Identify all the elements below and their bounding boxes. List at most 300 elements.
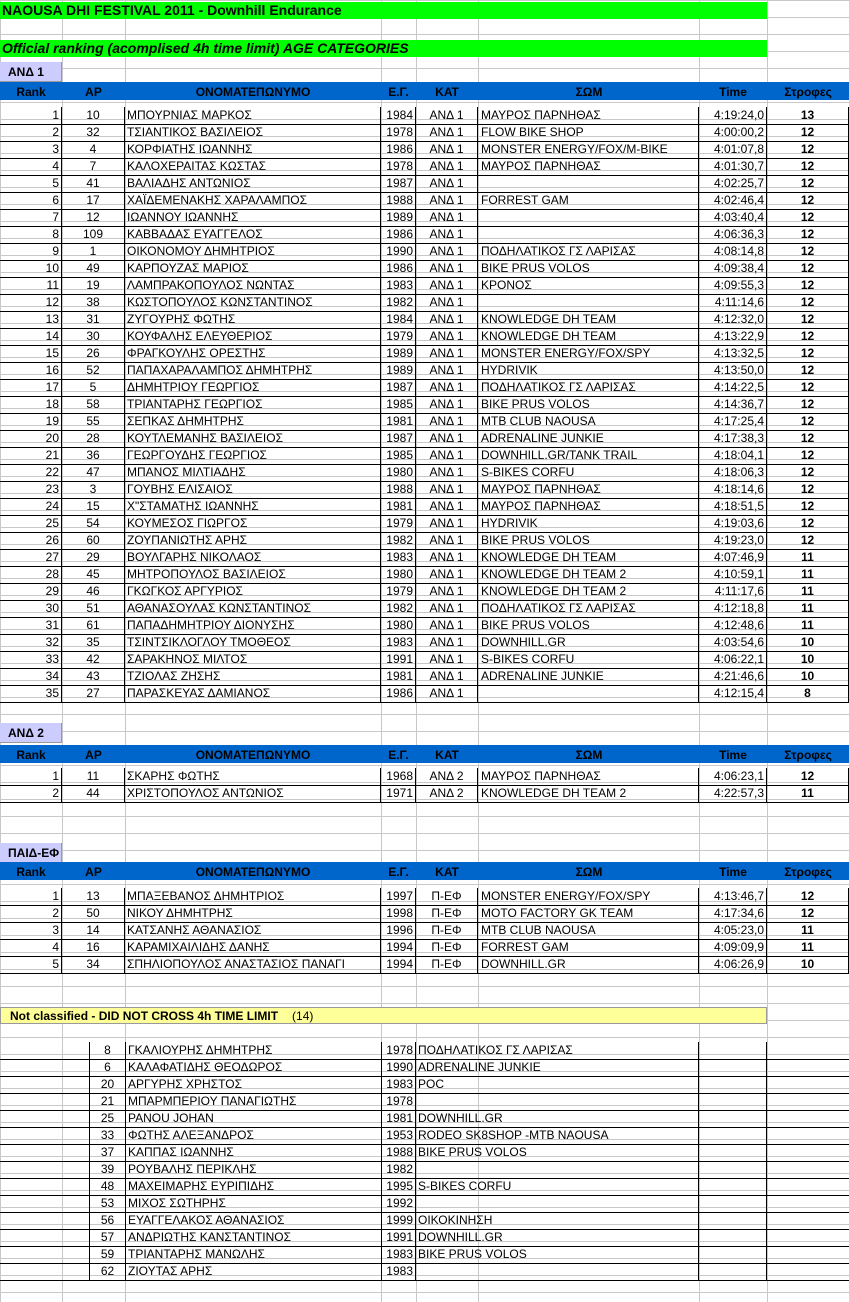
cell-yr: 1986 <box>381 141 416 158</box>
cell-time: 4:11:17,6 <box>699 583 767 600</box>
cell-time: 4:19:24,0 <box>699 107 767 124</box>
cell-cat: ΑΝΔ 1 <box>416 192 478 209</box>
table-row <box>0 905 849 923</box>
cell-ap: 56 <box>90 1212 126 1229</box>
cell-team: MTB CLUB NAOUSA <box>478 922 699 939</box>
cell-name: ΜΠΑΞΕΒΑΝΟΣ ΔΗΜΗΤΡΙΟΣ <box>125 888 381 905</box>
table-row <box>0 1195 849 1213</box>
cell-rank: 22 <box>0 464 62 481</box>
cell-name: ΓΕΩΡΓΟΥΔΗΣ ΓΕΩΡΓΙΟΣ <box>125 447 381 464</box>
cell-ap: 52 <box>62 362 125 379</box>
table-row <box>0 1263 849 1281</box>
cell-yr: 1984 <box>381 107 416 124</box>
not-classified-banner <box>0 1007 767 1024</box>
not-classified-label: Not classified - DID NOT CROSS 4h TIME LIMIT <box>10 1009 279 1023</box>
cell-time: 4:17:34,6 <box>699 905 767 922</box>
cell-rank: 33 <box>0 651 62 668</box>
cell-rank: 21 <box>0 447 62 464</box>
table-row <box>0 345 849 363</box>
cell-laps: 10 <box>767 634 849 651</box>
cell-ap: 48 <box>90 1178 126 1195</box>
cell-time: 4:09:09,9 <box>699 939 767 956</box>
cell-laps: 12 <box>767 498 849 515</box>
cell-team <box>416 1263 699 1280</box>
cell-name: ΣΑΡΑΚΗΝΟΣ ΜΙΛΤΟΣ <box>125 651 381 668</box>
cell-time: 4:19:03,6 <box>699 515 767 532</box>
table-row <box>0 549 849 567</box>
cell-yr: 1989 <box>381 209 416 226</box>
cell-ap: 36 <box>62 447 125 464</box>
cell-laps: 12 <box>767 888 849 905</box>
header-time: Time <box>719 865 747 879</box>
header-rank: Rank <box>16 865 46 879</box>
cell-team: DOWNHILL.GR <box>416 1110 699 1127</box>
cell-time: 4:12:15,4 <box>699 685 767 702</box>
cell-name: ΣΠΗΛΙΟΠΟΥΛΟΣ ΑΝΑΣΤΑΣΙΟΣ ΠΑΝΑΓΙ <box>125 956 381 973</box>
cell-blank <box>699 1263 767 1280</box>
cell-name: ΜΗΤΡΟΠΟΥΛΟΣ ΒΑΣΙΛΕΙΟΣ <box>125 566 381 583</box>
cell-cat: ΑΝΔ 1 <box>416 277 478 294</box>
cell-rank: 1 <box>0 768 62 785</box>
cell-rank: 2 <box>0 124 62 141</box>
cell-rank: 4 <box>0 158 62 175</box>
header-name: ΟΝΟΜΑΤΕΠΩΝΥΜΟ <box>195 865 311 879</box>
cell-team: BIKE PRUS VOLOS <box>478 260 699 277</box>
cell-ap: 30 <box>62 328 125 345</box>
cell-ap: 38 <box>62 294 125 311</box>
cell-team: KNOWLEDGE DH TEAM <box>478 311 699 328</box>
cell-ap: 58 <box>62 396 125 413</box>
cell-blank <box>0 1076 90 1093</box>
header-name: ΟΝΟΜΑΤΕΠΩΝΥΜΟ <box>195 748 311 762</box>
cell-yr: 1991 <box>382 1229 416 1246</box>
cell-laps: 12 <box>767 379 849 396</box>
cell-rank: 12 <box>0 294 62 311</box>
cell-laps: 12 <box>767 905 849 922</box>
table-row <box>0 651 849 669</box>
cell-cat: ΑΝΔ 1 <box>416 328 478 345</box>
cell-yr: 1978 <box>381 124 416 141</box>
header-year: Ε.Γ. <box>388 85 409 99</box>
cell-laps: 12 <box>767 124 849 141</box>
cell-rank: 11 <box>0 277 62 294</box>
cell-team: ΜΑΥΡΟΣ ΠΑΡΝΗΘΑΣ <box>478 158 699 175</box>
cell-team: MONSTER ENERGY/FOX/SPY <box>478 345 699 362</box>
cell-laps: 12 <box>767 294 849 311</box>
cell-ap: 45 <box>62 566 125 583</box>
cell-team: KNOWLEDGE DH TEAM 2 <box>478 566 699 583</box>
cell-cat: ΑΝΔ 1 <box>416 413 478 430</box>
cell-team: BIKE PRUS VOLOS <box>416 1144 699 1161</box>
header-rank: Rank <box>16 748 46 762</box>
cell-team: ADRENALINE JUNKIE <box>478 430 699 447</box>
cell-rank: 20 <box>0 430 62 447</box>
cell-name: ΛΑΜΠΡΑΚΟΠΟΥΛΟΣ ΝΩΝΤΑΣ <box>125 277 381 294</box>
table-row <box>0 532 849 550</box>
cell-rank: 27 <box>0 549 62 566</box>
cell-laps: 12 <box>767 345 849 362</box>
cell-cat: Π-ΕΦ <box>416 922 478 939</box>
cell-cat: ΑΝΔ 1 <box>416 379 478 396</box>
cell-cat: ΑΝΔ 1 <box>416 226 478 243</box>
cell-team <box>478 294 699 311</box>
cell-cat: Π-ΕΦ <box>416 905 478 922</box>
cell-team: HYDRIVIK <box>478 515 699 532</box>
cell-ap: 29 <box>62 549 125 566</box>
header-cat: ΚΑΤ <box>435 85 459 99</box>
table-row <box>0 141 849 159</box>
cell-blank <box>0 1195 90 1212</box>
cell-blank <box>699 1093 767 1110</box>
cell-ap: 62 <box>90 1263 126 1280</box>
cell-yr: 1994 <box>381 939 416 956</box>
cell-time: 4:06:36,3 <box>699 226 767 243</box>
cell-time: 4:18:04,1 <box>699 447 767 464</box>
cell-laps: 11 <box>767 549 849 566</box>
cell-time: 4:08:14,8 <box>699 243 767 260</box>
cell-blank <box>699 1042 767 1059</box>
cell-time: 4:01:07,8 <box>699 141 767 158</box>
cell-ap: 10 <box>62 107 125 124</box>
cell-rank: 1 <box>0 888 62 905</box>
header-year: Ε.Γ. <box>388 865 409 879</box>
cell-time: 4:13:50,0 <box>699 362 767 379</box>
cell-yr: 1983 <box>381 549 416 566</box>
table-row <box>0 447 849 465</box>
cell-time: 4:07:46,9 <box>699 549 767 566</box>
cell-laps: 11 <box>767 566 849 583</box>
cell-blank <box>699 1127 767 1144</box>
table-header <box>0 862 849 880</box>
cell-yr: 1996 <box>381 922 416 939</box>
cell-blank <box>0 1042 90 1059</box>
cell-blank <box>0 1178 90 1195</box>
cell-team: RODEO SK8SHOP -MTB NAOUSA <box>416 1127 699 1144</box>
cell-team: MTB CLUB NAOUSA <box>478 413 699 430</box>
cell-team: ΜΑΥΡΟΣ ΠΑΡΝΗΘΑΣ <box>478 481 699 498</box>
table-row <box>0 1059 849 1077</box>
cell-laps: 12 <box>767 413 849 430</box>
cell-blank <box>699 1246 767 1263</box>
cell-yr: 1983 <box>381 634 416 651</box>
table-row <box>0 396 849 414</box>
header-ap: AP <box>85 85 102 99</box>
cell-time: 4:22:57,3 <box>699 785 767 802</box>
cell-time: 4:03:40,4 <box>699 209 767 226</box>
table-row <box>0 260 849 278</box>
cell-rank: 19 <box>0 413 62 430</box>
cell-laps: 12 <box>767 260 849 277</box>
cell-yr: 1988 <box>382 1144 416 1161</box>
cell-laps: 12 <box>767 311 849 328</box>
table-row <box>0 243 849 261</box>
cell-yr: 1978 <box>382 1042 416 1059</box>
cell-rank: 14 <box>0 328 62 345</box>
cell-cat: ΑΝΔ 1 <box>416 209 478 226</box>
header-team: ΣΩΜ <box>575 865 603 879</box>
cell-blank <box>699 1144 767 1161</box>
cell-team: ΜΑΥΡΟΣ ΠΑΡΝΗΘΑΣ <box>478 107 699 124</box>
cell-cat: ΑΝΔ 1 <box>416 345 478 362</box>
cell-rank: 31 <box>0 617 62 634</box>
cell-ap: 54 <box>62 515 125 532</box>
cell-laps: 12 <box>767 768 849 785</box>
cell-rank: 24 <box>0 498 62 515</box>
cell-time: 4:12:48,6 <box>699 617 767 634</box>
cell-name: ΑΘΑΝΑΣΟΥΛΑΣ ΚΩΝΣΤΑΝΤΙΝΟΣ <box>125 600 381 617</box>
cell-yr: 1979 <box>381 583 416 600</box>
cell-name: ΓΟΥΒΗΣ ΕΛΙΣΑΙΟΣ <box>125 481 381 498</box>
cell-ap: 57 <box>90 1229 126 1246</box>
cell-name: ΣΚΑΡΗΣ ΦΩΤΗΣ <box>125 768 381 785</box>
cell-yr: 1981 <box>381 413 416 430</box>
cell-team: BIKE PRUS VOLOS <box>416 1246 699 1263</box>
cell-rank: 29 <box>0 583 62 600</box>
cell-team: ΠΟΔΗΛΑΤΙΚΟΣ ΓΣ ΛΑΡΙΣΑΣ <box>478 243 699 260</box>
cell-ap: 46 <box>62 583 125 600</box>
cell-time: 4:21:46,6 <box>699 668 767 685</box>
cell-name: ΚΑΛΑΦΑΤΙΔΗΣ ΘΕΟΔΩΡΟΣ <box>126 1059 382 1076</box>
cell-time: 4:17:38,3 <box>699 430 767 447</box>
cell-rank: 16 <box>0 362 62 379</box>
cell-time: 4:13:22,9 <box>699 328 767 345</box>
cell-team: ΟΙΚΟΚΙΝΗΣΗ <box>416 1212 699 1229</box>
cell-ap: 31 <box>62 311 125 328</box>
table-row <box>0 277 849 295</box>
cell-ap: 1 <box>62 243 125 260</box>
cell-team <box>478 685 699 702</box>
header-laps: Στροφες <box>784 85 832 99</box>
cell-time: 4:05:23,0 <box>699 922 767 939</box>
cell-cat: ΑΝΔ 1 <box>416 549 478 566</box>
cell-time: 4:18:06,3 <box>699 464 767 481</box>
table-row <box>0 1212 849 1230</box>
cell-cat: ΑΝΔ 1 <box>416 141 478 158</box>
table-row <box>0 668 849 686</box>
cell-laps: 11 <box>767 939 849 956</box>
cell-blank <box>0 1229 90 1246</box>
cell-laps: 10 <box>767 651 849 668</box>
cell-team <box>478 209 699 226</box>
cell-team: KNOWLEDGE DH TEAM 2 <box>478 583 699 600</box>
cell-team: DOWNHILL.GR <box>478 634 699 651</box>
cell-time: 4:14:36,7 <box>699 396 767 413</box>
table-row <box>0 768 849 786</box>
cell-ap: 49 <box>62 260 125 277</box>
cell-yr: 1986 <box>381 685 416 702</box>
cell-blank <box>0 1161 90 1178</box>
cell-yr: 1986 <box>381 226 416 243</box>
cell-laps: 12 <box>767 447 849 464</box>
cell-laps: 12 <box>767 141 849 158</box>
cell-team: DOWNHILL.GR <box>416 1229 699 1246</box>
cell-cat: ΑΝΔ 1 <box>416 634 478 651</box>
cell-team: ΚΡΟΝΟΣ <box>478 277 699 294</box>
cell-yr: 1989 <box>381 345 416 362</box>
cell-cat: ΑΝΔ 1 <box>416 362 478 379</box>
cell-rank: 10 <box>0 260 62 277</box>
cell-blank <box>699 1110 767 1127</box>
cell-name: ΧΑΪΔΕΜΕΝΑΚΗΣ ΧΑΡΑΛΑΜΠΟΣ <box>125 192 381 209</box>
table-row <box>0 226 849 244</box>
table-row <box>0 939 849 957</box>
cell-rank: 17 <box>0 379 62 396</box>
cell-ap: 8 <box>90 1042 126 1059</box>
header-laps: Στροφες <box>784 865 832 879</box>
cell-ap: 44 <box>62 785 125 802</box>
cell-team: BIKE PRUS VOLOS <box>478 532 699 549</box>
cell-name: ΚΟΥΤΛΕΜΑΝΗΣ ΒΑΣΙΛΕΙΟΣ <box>125 430 381 447</box>
cell-time: 4:14:22,5 <box>699 379 767 396</box>
cell-team: KNOWLEDGE DH TEAM 2 <box>478 785 699 802</box>
cell-name: ΣΕΠΚΑΣ ΔΗΜΗΤΡΗΣ <box>125 413 381 430</box>
cell-name: ΑΝΔΡΙΩΤΗΣ ΚΑΝΣΤΑΝΤΙΝΟΣ <box>126 1229 382 1246</box>
table-row <box>0 481 849 499</box>
cell-team <box>478 175 699 192</box>
cell-name: ΟΙΚΟΝΟΜΟΥ ΔΗΜΗΤΡΙΟΣ <box>125 243 381 260</box>
category-label: ΑΝΔ 2 <box>0 723 62 743</box>
table-row <box>0 515 849 533</box>
cell-laps: 12 <box>767 243 849 260</box>
cell-ap: 109 <box>62 226 125 243</box>
header-ap: AP <box>85 748 102 762</box>
cell-yr: 1981 <box>381 498 416 515</box>
cell-name: ΚΩΣΤΟΠΟΥΛΟΣ ΚΩΝΣΤΑΝΤΙΝΟΣ <box>125 294 381 311</box>
cell-name: ΦΩΤΗΣ ΑΛΕΞΑΝΔΡΟΣ <box>126 1127 382 1144</box>
cell-team <box>416 1093 699 1110</box>
cell-ap: 34 <box>62 956 125 973</box>
cell-yr: 1981 <box>381 668 416 685</box>
table-row <box>0 600 849 618</box>
cell-team: MONSTER ENERGY/FOX/M-BIKE <box>478 141 699 158</box>
cell-cat: ΑΝΔ 1 <box>416 617 478 634</box>
table-row <box>0 1246 849 1264</box>
cell-ap: 42 <box>62 651 125 668</box>
cell-yr: 1994 <box>381 956 416 973</box>
cell-name: ΖΙΟΥΤΑΣ ΑΡΗΣ <box>126 1263 382 1280</box>
not-classified-count: (14) <box>292 1009 314 1023</box>
cell-yr: 1995 <box>382 1178 416 1195</box>
cell-ap: 60 <box>62 532 125 549</box>
cell-team: S-BIKES CORFU <box>478 651 699 668</box>
cell-name: ΚΑΠΠΑΣ ΙΩΑΝΝΗΣ <box>126 1144 382 1161</box>
cell-team: S-BIKES CORFU <box>478 464 699 481</box>
cell-name: Χ"ΣΤΑΜΑΤΗΣ ΙΩΑΝΝΗΣ <box>125 498 381 515</box>
category-label: ΑΝΔ 1 <box>0 62 62 82</box>
cell-yr: 1989 <box>381 362 416 379</box>
cell-team: POC <box>416 1076 699 1093</box>
cell-cat: ΑΝΔ 1 <box>416 294 478 311</box>
cell-name: ΤΖΙΟΛΑΣ ΖΗΣΗΣ <box>125 668 381 685</box>
cell-laps: 12 <box>767 532 849 549</box>
cell-team: ΜΑΥΡΟΣ ΠΑΡΝΗΘΑΣ <box>478 498 699 515</box>
cell-ap: 21 <box>90 1093 126 1110</box>
cell-yr: 1971 <box>381 785 416 802</box>
cell-name: ΒΑΛΙΑΔΗΣ ΑΝΤΩΝΙΟΣ <box>125 175 381 192</box>
cell-blank <box>0 1110 90 1127</box>
cell-time: 4:19:23,0 <box>699 532 767 549</box>
cell-rank: 6 <box>0 192 62 209</box>
cell-team: BIKE PRUS VOLOS <box>478 617 699 634</box>
cell-time: 4:01:30,7 <box>699 158 767 175</box>
cell-team: KNOWLEDGE DH TEAM <box>478 328 699 345</box>
header-time: Time <box>719 748 747 762</box>
cell-laps: 11 <box>767 785 849 802</box>
cell-cat: ΑΝΔ 1 <box>416 260 478 277</box>
cell-yr: 1979 <box>381 328 416 345</box>
cell-yr: 1983 <box>381 277 416 294</box>
cell-ap: 27 <box>62 685 125 702</box>
cell-rank: 2 <box>0 785 62 802</box>
cell-name: ΤΡΙΑΝΤΑΡΗΣ ΓΕΩΡΓΙΟΣ <box>125 396 381 413</box>
cell-laps: 12 <box>767 481 849 498</box>
cell-laps: 12 <box>767 328 849 345</box>
cell-rank: 7 <box>0 209 62 226</box>
cell-name: ΜΠΑΡΜΠΕΡΙΟΥ ΠΑΝΑΓΙΩΤΗΣ <box>126 1093 382 1110</box>
cell-yr: 1998 <box>381 905 416 922</box>
cell-ap: 13 <box>62 888 125 905</box>
header-laps: Στροφες <box>784 748 832 762</box>
cell-name: ΙΩΑΝΝΟΥ ΙΩΑΝΝΗΣ <box>125 209 381 226</box>
cell-name: ΚΑΡΠΟΥΖΑΣ ΜΑΡΙΟΣ <box>125 260 381 277</box>
header-cat: ΚΑΤ <box>435 865 459 879</box>
cell-rank: 13 <box>0 311 62 328</box>
cell-ap: 11 <box>62 768 125 785</box>
table-row <box>0 175 849 193</box>
cell-blank <box>0 1127 90 1144</box>
cell-laps: 12 <box>767 226 849 243</box>
cell-time: 4:12:32,0 <box>699 311 767 328</box>
cell-rank: 3 <box>0 141 62 158</box>
table-row <box>0 1110 849 1128</box>
cell-name: ΑΡΓΥΡΗΣ ΧΡΗΣΤΟΣ <box>126 1076 382 1093</box>
cell-name: PANOU JOHAN <box>126 1110 382 1127</box>
cell-team: FORREST GAM <box>478 192 699 209</box>
cell-yr: 1999 <box>382 1212 416 1229</box>
cell-rank: 30 <box>0 600 62 617</box>
cell-name: ΜΑΧΕΙΜΑΡΗΣ ΕΥΡΙΠΙΔΗΣ <box>126 1178 382 1195</box>
cell-yr: 1983 <box>382 1263 416 1280</box>
cell-yr: 1987 <box>381 175 416 192</box>
category-label: ΠΑΙΔ-ΕΦ <box>0 843 62 863</box>
cell-yr: 1980 <box>381 617 416 634</box>
table-row <box>0 634 849 652</box>
cell-ap: 61 <box>62 617 125 634</box>
table-row <box>0 328 849 346</box>
cell-yr: 1987 <box>381 430 416 447</box>
cell-team: ΜΑΥΡΟΣ ΠΑΡΝΗΘΑΣ <box>478 768 699 785</box>
cell-cat: ΑΝΔ 1 <box>416 175 478 192</box>
cell-team: ADRENALINE JUNKIE <box>416 1059 699 1076</box>
cell-rank: 1 <box>0 107 62 124</box>
cell-time: 4:02:25,7 <box>699 175 767 192</box>
cell-name: ΧΡΙΣΤΟΠΟΥΛΟΣ ΑΝΤΩΝΙΟΣ <box>125 785 381 802</box>
cell-cat: ΑΝΔ 1 <box>416 515 478 532</box>
cell-ap: 17 <box>62 192 125 209</box>
cell-blank <box>699 1161 767 1178</box>
table-row <box>0 294 849 312</box>
cell-name: ΖΟΥΠΑΝΙΩΤΗΣ ΑΡΗΣ <box>125 532 381 549</box>
cell-blank <box>0 1093 90 1110</box>
cell-ap: 19 <box>62 277 125 294</box>
cell-cat: ΑΝΔ 1 <box>416 430 478 447</box>
cell-blank <box>0 1263 90 1280</box>
cell-ap: 55 <box>62 413 125 430</box>
cell-yr: 1997 <box>381 888 416 905</box>
cell-time: 4:06:26,9 <box>699 956 767 973</box>
cell-ap: 4 <box>62 141 125 158</box>
page-subtitle: Official ranking (acomplised 4h time limit) AGE CATEGORIES <box>0 40 767 57</box>
